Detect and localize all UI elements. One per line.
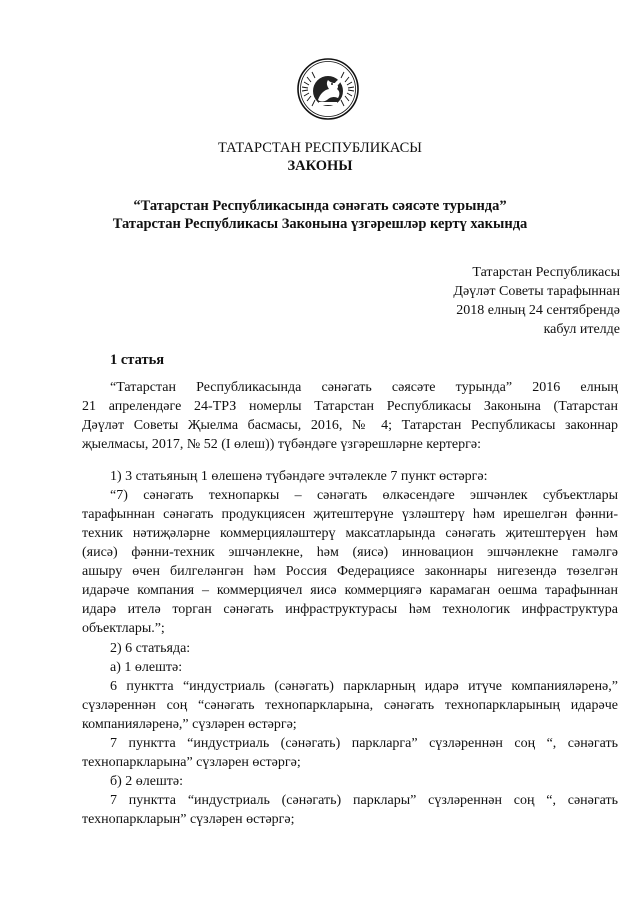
intro-line: 21 апрелендәге 24-ТРЗ номерлы Татарстан Республикасы Законына (Татарстан	[82, 399, 618, 414]
article-heading: 1 статья	[110, 352, 165, 368]
sub-b-point-7-line: технопаркларын” сүзләрен өстәргә;	[82, 812, 295, 827]
item-2-lead: 2) 6 статьяда:	[110, 641, 191, 656]
item-1-quote-line: тарафыннан сәнәгать продукциясен җитештерүне үзләштерү һәм ирешелгән фәнни-	[82, 507, 618, 522]
intro-line: Дәүләт Советы Җыелма басмасы, 2016, № 4; Татарстан Республикасы законнар	[82, 418, 618, 433]
sub-a-point-6-line: 6 пунктта “индустриаль (сәнәгать) паркларның идарә итүче компанияләренә,”	[110, 679, 618, 694]
sub-a-point-6-line: компанияләренә,” сүзләрен өстәргә;	[82, 717, 297, 732]
item-1-quote-line: идарә ителә торган сәнәгать инфраструктурасы һәм технологик инфраструктура	[82, 602, 618, 617]
adoption-line-3: 2018 елның 24 сентябрендә	[456, 303, 620, 318]
sub-a-point-7-line: технопаркларына” сүзләрен өстәргә;	[82, 755, 301, 770]
sub-item-b: б) 2 өлештә:	[110, 774, 183, 789]
sub-a-point-7-line: 7 пунктта “индустриаль (сәнәгать) паркларга” сүзләреннән соң “, сәнәгать	[110, 736, 618, 751]
item-1-quote-line: ашыру өчен билгеләнгән һәм Россия Федерациясе законнары нигезендә төзелгән	[82, 564, 618, 579]
law-label: ЗАКОНЫ	[287, 158, 353, 174]
item-1-quote-line: “7) сәнәгать технопаркы – сәнәгать өлкәсендәге эшчәнлек субъектлары	[110, 488, 618, 503]
sub-item-a: а) 1 өлештә:	[110, 660, 183, 675]
intro-line: җыелмасы, 2017, № 52 (I өлеш)) түбәндәге үзгәрешләрне кертергә:	[82, 437, 481, 452]
item-1-quote-line: (яисә) фәнни-техник эшчәнлекне, һәм (яисә) инновацион эшчәнлекне гамәлгә	[82, 545, 618, 560]
item-1-quote-line: идарәче компания – коммерциячел яисә коммерциягә карамаган оешма тарафыннан	[82, 583, 618, 598]
adoption-line-4: кабул ителде	[543, 322, 620, 337]
item-1-quote-line: техник нәтиҗәләрне коммерцияләштерү максатларында сәнәгать җитештерүен һәм	[82, 526, 618, 541]
adoption-line-1: Татарстан Республикасы	[472, 265, 620, 280]
item-1-quote-line: объектлары.”;	[82, 621, 165, 636]
law-title-line-2: Татарстан Республикасы Законына үзгәрешләр кертү хакында	[112, 216, 528, 232]
law-title-line-1: “Татарстан Республикасында сәнәгать сәясәте турында”	[133, 198, 507, 214]
item-1-lead: 1) 3 статьяның 1 өлешенә түбәндәге эчтәлекле 7 пункт өстәргә:	[110, 469, 488, 484]
intro-line: “Татарстан Республикасында сәнәгать сәясәте турында” 2016 елның	[110, 380, 618, 395]
adoption-line-2: Дәүләт Советы тарафыннан	[453, 284, 620, 299]
coat-of-arms-emblem	[296, 56, 360, 122]
republic-name: ТАТАРСТАН РЕСПУБЛИКАСЫ	[218, 140, 422, 156]
sub-b-point-7-line: 7 пунктта “индустриаль (сәнәгать) парклары” сүзләреннән соң “, сәнәгать	[110, 793, 618, 808]
sub-a-point-6-line: сүзләреннән соң “сәнәгать технопаркларына, сәнәгать технопаркларының идарәче	[82, 698, 618, 713]
